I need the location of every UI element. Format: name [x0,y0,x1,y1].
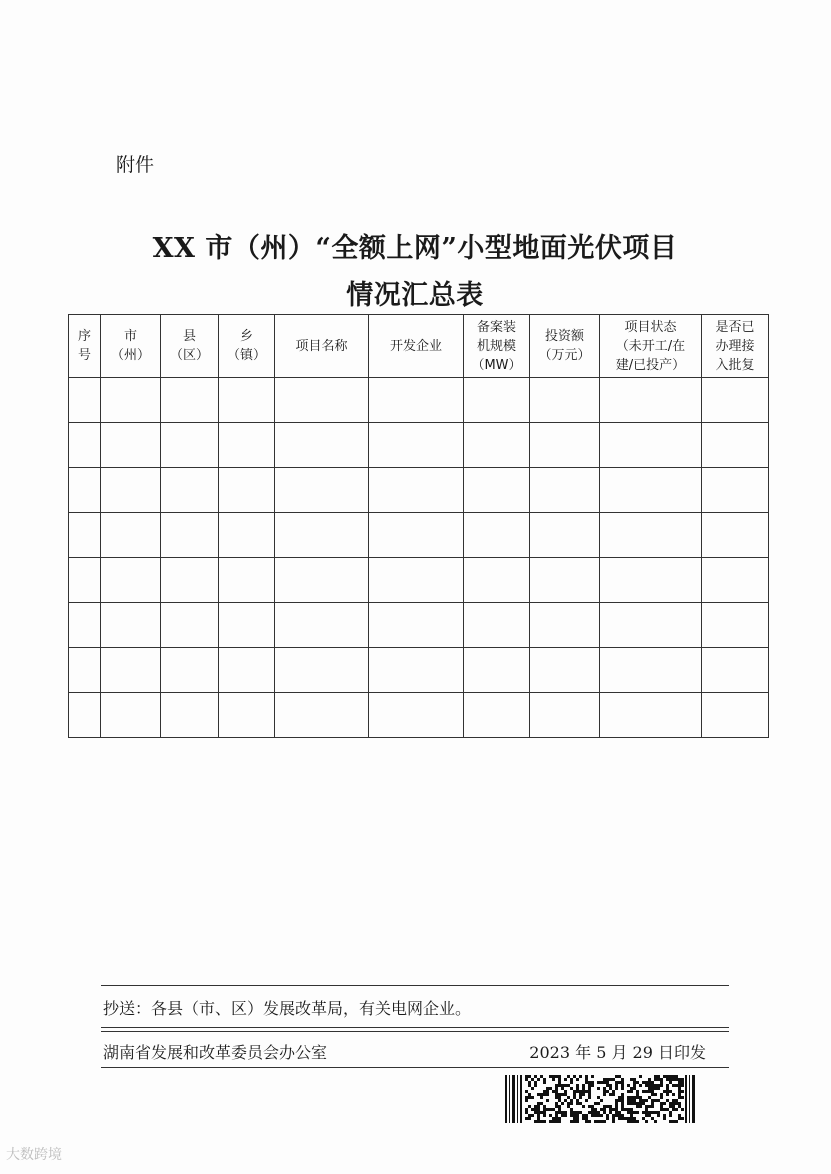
table-cell [600,558,702,603]
header-cell-developer: 开发企业 [369,315,464,378]
table-cell [530,693,600,738]
header-cell-investment: 投资额 （万元） [530,315,600,378]
table-cell [464,423,530,468]
table-cell [530,468,600,513]
table-cell [219,693,275,738]
table-cell [702,378,769,423]
table-cell [464,378,530,423]
table-cell [702,423,769,468]
table-cell [275,648,369,693]
footer-rule-middle-double [101,1031,729,1032]
barcode-stamp [505,1075,697,1123]
header-cell-city: 市 （州） [101,315,161,378]
table-cell [219,603,275,648]
table-cell [600,513,702,558]
table-body [69,378,769,738]
header-cell-index: 序 号 [69,315,101,378]
table-cell [600,603,702,648]
table-cell [530,603,600,648]
table-cell [101,693,161,738]
table-cell [161,423,219,468]
table-cell [530,558,600,603]
table-cell [69,693,101,738]
table-cell [530,513,600,558]
table-cell [600,378,702,423]
table-cell [219,468,275,513]
table-cell [69,648,101,693]
table-cell [161,693,219,738]
table-cell [161,468,219,513]
table-cell [69,603,101,648]
table-cell [69,378,101,423]
table-cell [161,648,219,693]
table-cell [369,378,464,423]
header-cell-status: 项目状态 （未开工/在 建/已投产） [600,315,702,378]
table-cell [275,558,369,603]
table-cell [161,558,219,603]
table-title-line-1: XX 市（州）“全额上网”小型地面光伏项目 [152,233,678,264]
table-cell [69,558,101,603]
table-title-line-2: 情况汇总表 [346,280,484,311]
table-row [69,513,769,558]
table-cell [101,423,161,468]
table-cell [219,558,275,603]
table-cell [161,513,219,558]
summary-table [68,314,769,738]
table-cell [101,648,161,693]
header-cell-town: 乡 （镇） [219,315,275,378]
watermark-text: 大数跨境 [6,1147,62,1163]
table-cell [275,603,369,648]
attachment-label: 附件 [116,154,155,176]
table-cell [369,468,464,513]
table-row [69,558,769,603]
table-cell [600,468,702,513]
table-cell [702,693,769,738]
issue-date: 2023 年 5 月 29 日印发 [529,1043,706,1062]
table-cell [702,558,769,603]
table-cell [464,513,530,558]
table-cell [101,468,161,513]
table-row [69,603,769,648]
header-cell-project-name: 项目名称 [275,315,369,378]
table-cell [369,513,464,558]
table-cell [369,603,464,648]
table-row [69,693,769,738]
table-cell [219,378,275,423]
table-row [69,423,769,468]
table-cell [219,513,275,558]
footer-rule-middle [101,1027,729,1028]
table-row [69,378,769,423]
table-cell [101,558,161,603]
table-cell [702,468,769,513]
table-cell [275,693,369,738]
table-cell [69,468,101,513]
table-cell [101,603,161,648]
table-cell [600,423,702,468]
table-cell [464,603,530,648]
header-cell-county: 县 （区） [161,315,219,378]
table-cell [161,378,219,423]
issuer-name: 湖南省发展和改革委员会办公室 [103,1043,328,1062]
table-row [69,468,769,513]
footer-rule-bottom [101,1067,729,1068]
table-cell [702,513,769,558]
table-cell [369,423,464,468]
table-cell [464,693,530,738]
table-cell [69,513,101,558]
header-cell-capacity: 备案装 机规模 （MW） [464,315,530,378]
table-cell [101,378,161,423]
table-cell [464,468,530,513]
table-cell [369,693,464,738]
table-cell [530,648,600,693]
table-cell [530,423,600,468]
table-cell [161,603,219,648]
table-cell [275,423,369,468]
table-cell [600,693,702,738]
cc-line: 抄送：各县（市、区）发展改革局，有关电网企业。 [103,999,472,1018]
table-cell [464,558,530,603]
table-cell [275,468,369,513]
footer-rule-top [101,985,729,986]
table-cell [464,648,530,693]
table-row [69,648,769,693]
table-cell [275,378,369,423]
table-cell [219,423,275,468]
table-cell [369,648,464,693]
table-cell [702,603,769,648]
table-cell [369,558,464,603]
table-cell [702,648,769,693]
table-cell [600,648,702,693]
table-cell [101,513,161,558]
table-cell [69,423,101,468]
table-cell [275,513,369,558]
table-cell [219,648,275,693]
table-header-row [69,315,769,378]
table-cell [530,378,600,423]
header-cell-grid-approval: 是否已 办理接 入批复 [702,315,769,378]
